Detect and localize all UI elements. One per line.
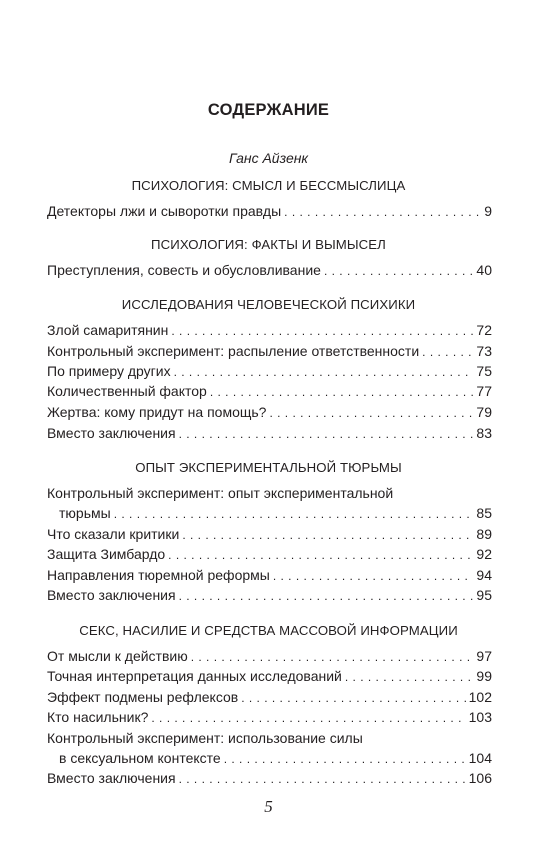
entry-label: тюрьмы [59, 505, 111, 521]
leader-dots [324, 262, 473, 280]
toc-entry [47, 708, 492, 726]
entry-page-number: 104 [468, 750, 492, 766]
toc-entry [47, 586, 492, 604]
entry-label: Точная интерпретация данных исследований [47, 668, 342, 684]
entry-label: Злой самаритянин [47, 322, 169, 338]
toc-entry [47, 504, 492, 522]
leader-dots [114, 505, 474, 523]
author-name: Ганс Айзенк [228, 150, 309, 166]
entry-page-number: 77 [476, 383, 492, 399]
entry-page-number: 94 [476, 567, 492, 583]
leader-dots [210, 383, 474, 401]
toc-entry [47, 769, 492, 787]
toc-entry [47, 261, 492, 279]
entry-page-number: 83 [476, 425, 492, 441]
entry-label: От мысли к действию [47, 648, 188, 664]
leader-dots [191, 648, 474, 666]
toc-entry [47, 424, 492, 442]
leader-dots [224, 750, 466, 768]
entry-page-number: 75 [476, 363, 492, 379]
entry-label: Что сказали критики [47, 526, 180, 542]
entry-label-line1: Контрольный эксперимент: использование силы [47, 730, 363, 746]
entry-page-number: 89 [476, 526, 492, 542]
entry-label: Вместо заключения [47, 770, 176, 786]
leader-dots [422, 343, 473, 361]
entry-label: Преступления, совесть и обусловливание [47, 262, 321, 278]
toc-entry [47, 749, 492, 767]
page-title: СОДЕРЖАНИЕ [207, 101, 330, 119]
entry-label: Вместо заключения [47, 425, 176, 441]
entry-page-number: 9 [484, 203, 492, 219]
entry-page-number: 99 [476, 668, 492, 684]
entry-label: Вместо заключения [47, 587, 176, 603]
section-heading: СЕКС, НАСИЛИЕ И СРЕДСТВА МАССОВОЙ ИНФОРМАЦИИ [79, 623, 458, 638]
entry-page-number: 79 [476, 404, 492, 420]
entry-page-number: 106 [468, 770, 492, 786]
entry-page-number: 73 [476, 343, 492, 359]
entry-label: в сексуальном контексте [59, 750, 221, 766]
leader-dots [269, 404, 473, 422]
entry-label: Защита Зимбардо [47, 546, 166, 562]
section-heading: ИССЛЕДОВАНИЯ ЧЕЛОВЕЧЕСКОЙ ПСИХИКИ [121, 297, 416, 312]
entry-label: Направления тюремной реформы [47, 567, 270, 583]
leader-dots [171, 322, 473, 340]
entry-label: Кто насильник? [47, 709, 149, 725]
leader-dots [182, 526, 473, 544]
entry-label: Количественный фактор [47, 383, 207, 399]
toc-entry [47, 202, 492, 220]
leader-dots [273, 567, 474, 585]
leader-dots [179, 587, 474, 605]
toc-entry [47, 382, 492, 400]
toc-entry [47, 342, 492, 360]
leader-dots [174, 363, 474, 381]
toc-entry [47, 566, 492, 584]
entry-page-number: 85 [476, 505, 492, 521]
toc-entry [47, 403, 492, 421]
entry-page-number: 103 [468, 709, 492, 725]
toc-entry [47, 688, 492, 706]
section-heading: ПСИХОЛОГИЯ: ФАКТЫ И ВЫМЫСЕЛ [151, 237, 386, 252]
entry-page-number: 102 [468, 689, 492, 705]
toc-entry [47, 362, 492, 380]
section-heading: ПСИХОЛОГИЯ: СМЫСЛ И БЕССМЫСЛИЦА [131, 178, 406, 193]
leader-dots [179, 425, 474, 443]
entry-label: Детекторы лжи и сыворотки правды [47, 203, 282, 219]
toc-entry [47, 545, 492, 563]
entry-label: Жертва: кому придут на помощь? [47, 404, 267, 420]
entry-label: Эффект подмены рефлексов [47, 689, 239, 705]
entry-label: Контрольный эксперимент: распыление ответственности [47, 343, 420, 359]
entry-page-number: 92 [476, 546, 492, 562]
leader-dots [168, 546, 473, 564]
entry-label-line1: Контрольный эксперимент: опыт экспериментальной [47, 485, 394, 501]
leader-dots [151, 709, 465, 727]
section-heading: ОПЫТ ЭКСПЕРИМЕНТАЛЬНОЙ ТЮРЬМЫ [135, 460, 402, 475]
entry-page-number: 95 [476, 587, 492, 603]
leader-dots [284, 203, 481, 221]
entry-page-number: 97 [476, 648, 492, 664]
leader-dots [179, 770, 466, 788]
leader-dots [345, 668, 474, 686]
leader-dots [241, 689, 465, 707]
entry-page-number: 72 [476, 322, 492, 338]
entry-label: По примеру других [47, 363, 171, 379]
entry-page-number: 40 [476, 262, 492, 278]
toc-entry [47, 321, 492, 339]
toc-entry [47, 647, 492, 665]
page-number-footer: 5 [264, 797, 273, 816]
toc-entry [47, 667, 492, 685]
toc-entry [47, 525, 492, 543]
